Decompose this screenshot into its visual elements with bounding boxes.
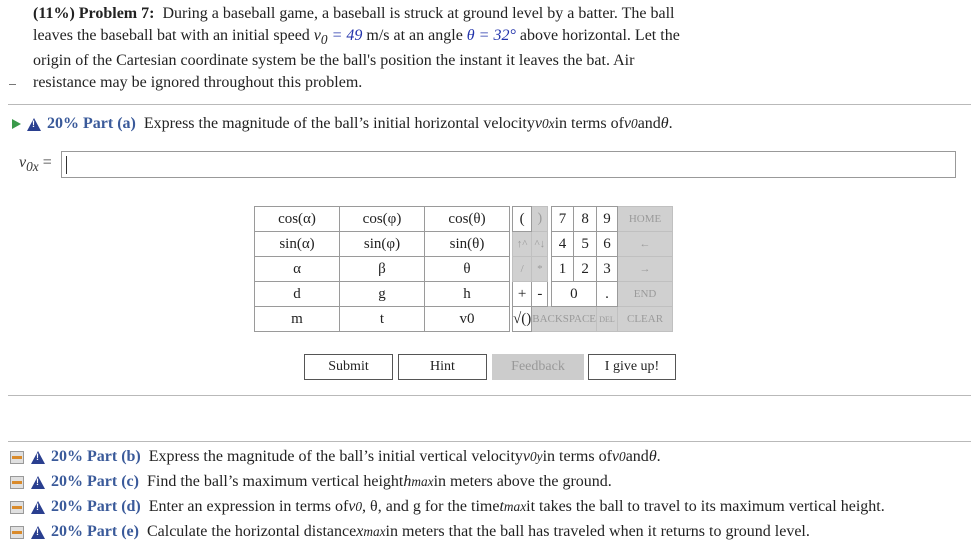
- key-backspace[interactable]: BACKSPACE: [532, 307, 597, 332]
- key-v0[interactable]: v0: [425, 307, 510, 332]
- angle-value: θ = 32°: [466, 26, 516, 44]
- key-d[interactable]: d: [255, 282, 340, 307]
- edit-icon: [10, 451, 24, 464]
- problem-statement: [33, 3, 963, 93]
- problem-line-1: (11%) Problem 7: During a baseball game, a baseball is struck at ground level by a batter. The ball: [33, 5, 675, 22]
- problem-title: (11%) Problem 7:: [33, 5, 155, 22]
- key-8[interactable]: 8: [574, 207, 597, 232]
- key-divide[interactable]: /: [513, 257, 532, 282]
- collapse-dash[interactable]: [9, 84, 16, 85]
- math-keypad: [254, 206, 673, 332]
- key-4[interactable]: 4: [551, 232, 574, 257]
- key-sin-alpha[interactable]: sin(α): [255, 232, 340, 257]
- key-7[interactable]: 7: [551, 207, 574, 232]
- key-1[interactable]: 1: [551, 257, 574, 282]
- key-cos-alpha[interactable]: cos(α): [255, 207, 340, 232]
- key-sin-theta[interactable]: sin(θ): [425, 232, 510, 257]
- give-up-button[interactable]: I give up!: [588, 354, 676, 380]
- key-end[interactable]: END: [618, 282, 673, 307]
- key-theta[interactable]: θ: [425, 257, 510, 282]
- key-left-arrow[interactable]: ←: [618, 232, 673, 257]
- divider: [8, 441, 971, 442]
- warning-icon: [31, 451, 45, 464]
- warning-icon: [31, 501, 45, 514]
- key-sin-phi[interactable]: sin(φ): [340, 232, 425, 257]
- key-cos-phi[interactable]: cos(φ): [340, 207, 425, 232]
- divider: [8, 104, 971, 105]
- key-5[interactable]: 5: [574, 232, 597, 257]
- feedback-button[interactable]: Feedback: [492, 354, 584, 380]
- key-clear[interactable]: CLEAR: [618, 307, 673, 332]
- key-plus[interactable]: +: [513, 282, 532, 307]
- key-minus[interactable]: -: [532, 282, 548, 307]
- text-caret: [66, 156, 67, 174]
- warning-icon: [31, 476, 45, 489]
- key-h[interactable]: h: [425, 282, 510, 307]
- key-2[interactable]: 2: [574, 257, 597, 282]
- edit-icon: [10, 476, 24, 489]
- key-g[interactable]: g: [340, 282, 425, 307]
- submit-button[interactable]: Submit: [304, 354, 393, 380]
- key-0[interactable]: 0: [551, 282, 596, 307]
- initial-speed-value: = 49: [327, 26, 363, 44]
- key-superscript-up[interactable]: ↑^: [513, 232, 532, 257]
- part-b-row[interactable]: ! 20% Part (b) Express the magnitude of the ball’s initial vertical velocity v 0y in terms of v 0 and θ .: [10, 448, 661, 466]
- part-e-row[interactable]: ! 20% Part (e) Calculate the horizontal distance x max in meters that the ball has traveled when it returns to ground level.: [10, 523, 810, 541]
- key-t[interactable]: t: [340, 307, 425, 332]
- problem-line-3: origin of the Cartesian coordinate system be the ball's position the instant it leaves the bat. Air: [33, 52, 635, 70]
- key-3[interactable]: 3: [597, 257, 618, 282]
- key-right-arrow[interactable]: →: [618, 257, 673, 282]
- key-cos-theta[interactable]: cos(θ): [425, 207, 510, 232]
- answer-input[interactable]: [61, 151, 956, 178]
- key-m[interactable]: m: [255, 307, 340, 332]
- key-alpha[interactable]: α: [255, 257, 340, 282]
- key-6[interactable]: 6: [597, 232, 618, 257]
- key-multiply[interactable]: *: [532, 257, 548, 282]
- divider: [8, 395, 971, 396]
- part-d-row[interactable]: ! 20% Part (d) Enter an expression in terms of v 0 , θ, and g for the time t max it takes the ball to travel to its maximum vertical height.: [10, 498, 885, 516]
- warning-icon: [27, 118, 41, 131]
- hint-button[interactable]: Hint: [398, 354, 487, 380]
- key-close-paren[interactable]: ): [532, 207, 548, 232]
- key-del[interactable]: DEL: [597, 307, 618, 332]
- key-home[interactable]: HOME: [618, 207, 673, 232]
- part-a-header: ! 20% Part (a) Express the magnitude of the ball’s initial horizontal velocity v 0x in terms of v 0 and θ .: [12, 115, 673, 133]
- key-beta[interactable]: β: [340, 257, 425, 282]
- part-a-percent: 20% Part (a): [47, 115, 136, 132]
- expand-arrow-icon[interactable]: [12, 119, 21, 129]
- problem-line-4: resistance may be ignored throughout this problem.: [33, 73, 363, 91]
- warning-icon: [31, 526, 45, 539]
- key-open-paren[interactable]: (: [513, 207, 532, 232]
- problem-line-2: leaves the baseball bat with an initial speed $v_0 = 49$ m/s at an angle θ = 32° above horizontal. Let the: [33, 26, 680, 47]
- key-9[interactable]: 9: [597, 207, 618, 232]
- key-sqrt[interactable]: √(): [513, 307, 532, 332]
- edit-icon: [10, 526, 24, 539]
- key-decimal[interactable]: .: [597, 282, 618, 307]
- key-superscript-down[interactable]: ^↓: [532, 232, 548, 257]
- answer-label: $v_{0x}$ =: [19, 154, 52, 175]
- edit-icon: [10, 501, 24, 514]
- part-c-row[interactable]: ! 20% Part (c) Find the ball’s maximum vertical height h max in meters above the ground.: [10, 473, 612, 491]
